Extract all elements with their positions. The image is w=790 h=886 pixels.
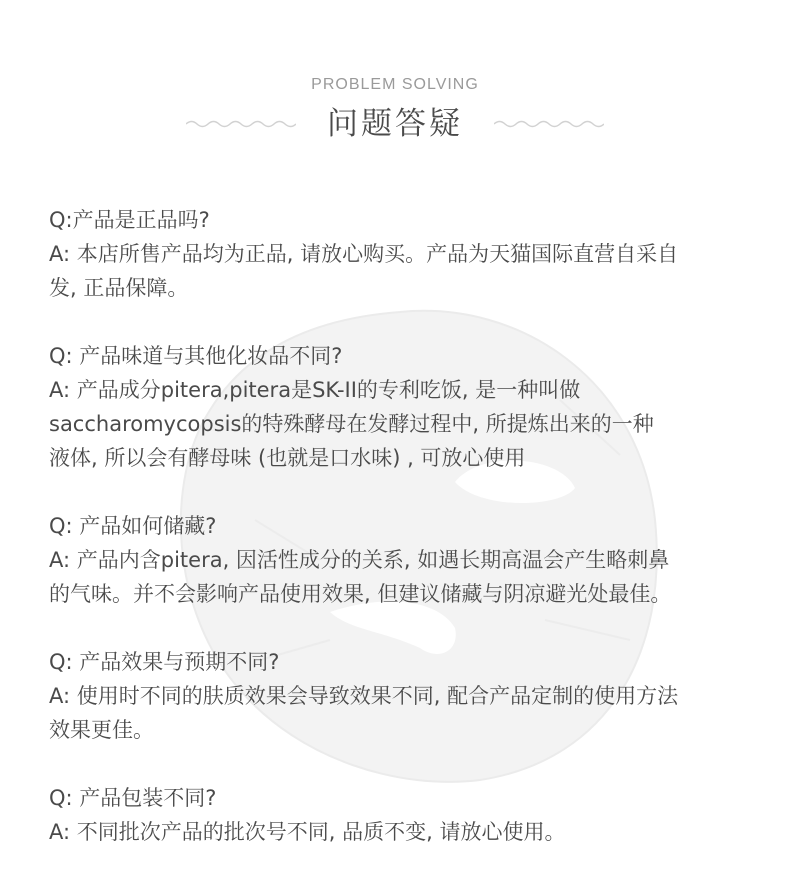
faq-item bbox=[49, 203, 749, 305]
faq-question: Q: 产品如何储藏? bbox=[49, 514, 217, 538]
faq-answer-line: A: 使用时不同的肤质效果会导致效果不同, 配合产品定制的使用方法 bbox=[49, 684, 679, 708]
faq-answer-line: 液体, 所以会有酵母味 (也就是口水味) , 可放心使用 bbox=[49, 446, 526, 470]
wave-decoration-right bbox=[494, 116, 604, 132]
faq-list bbox=[49, 203, 749, 883]
section-subtitle: PROBLEM SOLVING bbox=[311, 76, 479, 93]
faq-item bbox=[49, 645, 749, 747]
faq-question: Q: 产品味道与其他化妆品不同? bbox=[49, 344, 343, 368]
faq-answer-line: A: 本店所售产品均为正品, 请放心购买。产品为天猫国际直营自采自 bbox=[49, 242, 679, 266]
faq-answer-line: 的气味。并不会影响产品使用效果, 但建议储藏与阴凉避光处最佳。 bbox=[49, 582, 672, 606]
section-title: 问题答疑 bbox=[327, 106, 463, 142]
faq-item bbox=[49, 781, 749, 849]
faq-answer-line: A: 不同批次产品的批次号不同, 品质不变, 请放心使用。 bbox=[49, 820, 566, 844]
faq-question: Q:产品是正品吗? bbox=[49, 208, 210, 232]
faq-answer-line: 发, 正品保障。 bbox=[49, 276, 189, 300]
section-header bbox=[0, 72, 790, 148]
faq-answer-line: A: 产品内含pitera, 因活性成分的关系, 如遇长期高温会产生略刺鼻 bbox=[49, 548, 670, 572]
wave-decoration-left bbox=[186, 116, 296, 132]
faq-item bbox=[49, 509, 749, 611]
faq-question: Q: 产品效果与预期不同? bbox=[49, 650, 280, 674]
faq-item bbox=[49, 339, 749, 475]
faq-question: Q: 产品包装不同? bbox=[49, 786, 217, 810]
faq-answer-line: 效果更佳。 bbox=[49, 718, 154, 742]
faq-answer-line: saccharomycopsis的特殊酵母在发酵过程中, 所提炼出来的一种 bbox=[49, 412, 654, 436]
faq-answer-line: A: 产品成分pitera,pitera是SK-II的专利吃饭, 是一种叫做 bbox=[49, 378, 581, 402]
